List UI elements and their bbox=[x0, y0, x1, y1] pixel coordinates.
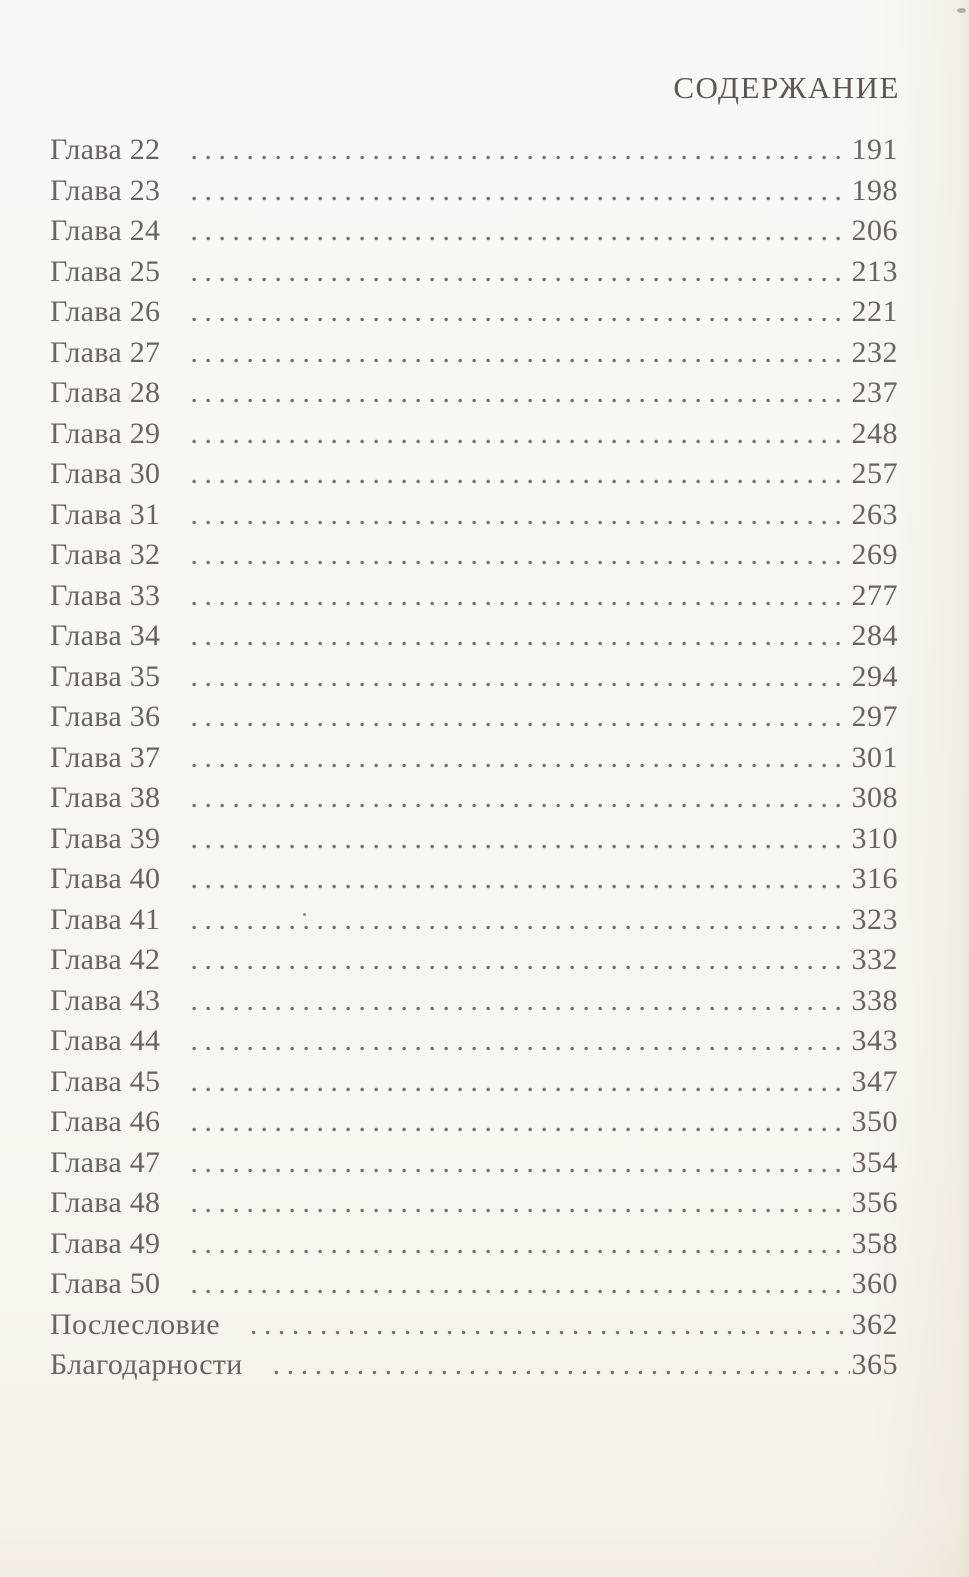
toc-entry-page: 269 bbox=[851, 538, 898, 571]
dot-leader bbox=[190, 1186, 849, 1220]
toc-entry-label: Глава 23 bbox=[50, 173, 161, 207]
toc-entry-page: 263 bbox=[851, 497, 898, 531]
toc-entry-label: Глава 36 bbox=[50, 700, 161, 733]
toc-entry-label: Глава 24 bbox=[50, 214, 161, 247]
scan-speck-corner bbox=[957, 8, 966, 13]
toc-entry-label: Благодарности bbox=[50, 1348, 243, 1381]
toc-row bbox=[50, 660, 898, 701]
toc-row bbox=[50, 214, 898, 255]
dot-leader bbox=[190, 862, 849, 896]
toc-entry-page: 323 bbox=[851, 902, 898, 936]
dot-leader bbox=[190, 741, 849, 775]
toc-row bbox=[50, 1105, 898, 1146]
dot-leader bbox=[190, 498, 849, 532]
toc-entry-label: Глава 35 bbox=[50, 659, 161, 693]
toc-entry-page: 343 bbox=[851, 1024, 898, 1057]
toc-entry-label: Глава 33 bbox=[50, 578, 161, 612]
dot-leader bbox=[190, 295, 849, 329]
dot-leader bbox=[190, 457, 849, 491]
dot-leader bbox=[190, 781, 849, 815]
toc-entry-page: 350 bbox=[851, 1105, 898, 1138]
toc-row bbox=[50, 862, 898, 903]
dot-leader bbox=[190, 1065, 849, 1099]
toc-entry-label: Глава 47 bbox=[50, 1145, 161, 1179]
toc-row bbox=[50, 781, 898, 822]
toc-list bbox=[50, 133, 898, 1389]
dot-leader bbox=[190, 1267, 849, 1301]
dot-leader bbox=[190, 174, 849, 208]
dot-leader bbox=[190, 822, 849, 856]
toc-entry-page: 294 bbox=[851, 659, 898, 693]
toc-entry-label: Глава 34 bbox=[50, 619, 161, 652]
dot-leader bbox=[190, 376, 849, 410]
toc-entry-page: 206 bbox=[851, 214, 898, 247]
toc-entry-page: 277 bbox=[851, 578, 898, 612]
dot-leader bbox=[190, 417, 849, 451]
toc-row bbox=[50, 1186, 898, 1227]
toc-entry-label: Глава 29 bbox=[50, 416, 161, 450]
toc-row bbox=[50, 336, 898, 377]
toc-entry-label: Послесловие bbox=[50, 1307, 220, 1341]
toc-entry-label: Глава 42 bbox=[50, 943, 161, 976]
toc-entry-label: Глава 49 bbox=[50, 1226, 161, 1260]
toc-row bbox=[50, 943, 898, 984]
toc-entry-label: Глава 40 bbox=[50, 862, 161, 895]
toc-entry-page: 360 bbox=[851, 1267, 898, 1300]
toc-entry-label: Глава 30 bbox=[50, 457, 161, 490]
toc-entry-page: 358 bbox=[851, 1226, 898, 1260]
toc-row bbox=[50, 174, 898, 215]
toc-row bbox=[50, 741, 898, 782]
toc-entry-page: 248 bbox=[851, 416, 898, 450]
toc-entry-label: Глава 39 bbox=[50, 821, 161, 855]
scan-speck-stray bbox=[303, 913, 306, 916]
toc-entry-page: 308 bbox=[851, 781, 898, 814]
toc-entry-page: 297 bbox=[851, 700, 898, 733]
toc-row bbox=[50, 1024, 898, 1065]
toc-row bbox=[50, 579, 898, 620]
toc-row bbox=[50, 255, 898, 296]
dot-leader bbox=[190, 1227, 849, 1261]
toc-entry-page: 347 bbox=[851, 1064, 898, 1098]
toc-entry-label: Глава 37 bbox=[50, 740, 161, 774]
toc-entry-page: 316 bbox=[851, 862, 898, 895]
toc-entry-label: Глава 50 bbox=[50, 1267, 161, 1300]
toc-entry-page: 338 bbox=[851, 983, 898, 1017]
toc-entry-page: 310 bbox=[851, 821, 898, 855]
toc-row bbox=[50, 903, 898, 944]
toc-row bbox=[50, 417, 898, 458]
toc-row bbox=[50, 1065, 898, 1106]
toc-row bbox=[50, 457, 898, 498]
toc-row bbox=[50, 538, 898, 579]
toc-row bbox=[50, 700, 898, 741]
toc-entry-label: Глава 25 bbox=[50, 254, 161, 288]
toc-row bbox=[50, 619, 898, 660]
toc-entry-label: Глава 32 bbox=[50, 538, 161, 571]
toc-row bbox=[50, 984, 898, 1025]
toc-row bbox=[50, 133, 898, 174]
dot-leader bbox=[190, 660, 849, 694]
toc-entry-page: 365 bbox=[851, 1348, 898, 1381]
toc-row bbox=[50, 1227, 898, 1268]
toc-entry-page: 221 bbox=[851, 295, 898, 328]
toc-row bbox=[50, 498, 898, 539]
dot-leader bbox=[190, 133, 849, 167]
dot-leader bbox=[190, 1105, 849, 1139]
dot-leader bbox=[190, 538, 849, 572]
toc-entry-page: 257 bbox=[851, 457, 898, 490]
toc-row bbox=[50, 1308, 898, 1349]
toc-entry-page: 191 bbox=[851, 133, 898, 166]
toc-row bbox=[50, 1267, 898, 1308]
dot-leader bbox=[250, 1308, 850, 1342]
toc-entry-page: 232 bbox=[851, 335, 898, 369]
toc-entry-label: Глава 22 bbox=[50, 133, 161, 166]
dot-leader bbox=[190, 700, 849, 734]
toc-entry-label: Глава 41 bbox=[50, 902, 161, 936]
dot-leader bbox=[190, 1024, 849, 1058]
dot-leader bbox=[190, 984, 849, 1018]
toc-entry-page: 237 bbox=[851, 376, 898, 409]
toc-entry-page: 354 bbox=[851, 1145, 898, 1179]
toc-row bbox=[50, 1146, 898, 1187]
dot-leader bbox=[190, 943, 849, 977]
dot-leader bbox=[190, 1146, 849, 1180]
toc-entry-label: Глава 44 bbox=[50, 1024, 161, 1057]
toc-entry-label: Глава 27 bbox=[50, 335, 161, 369]
toc-row bbox=[50, 1348, 898, 1389]
toc-entry-page: 362 bbox=[851, 1307, 898, 1341]
toc-entry-page: 301 bbox=[851, 740, 898, 774]
dot-leader bbox=[190, 336, 849, 370]
dot-leader bbox=[273, 1348, 850, 1382]
toc-entry-label: Глава 45 bbox=[50, 1064, 161, 1098]
dot-leader bbox=[190, 903, 849, 937]
toc-entry-label: Глава 26 bbox=[50, 295, 161, 328]
dot-leader bbox=[190, 214, 849, 248]
toc-row bbox=[50, 822, 898, 863]
page-title: СОДЕРЖАНИЕ bbox=[673, 70, 900, 105]
toc-entry-label: Глава 38 bbox=[50, 781, 161, 814]
toc-entry-label: Глава 28 bbox=[50, 376, 161, 409]
toc-entry-label: Глава 43 bbox=[50, 983, 161, 1017]
toc-entry-page: 284 bbox=[851, 619, 898, 652]
toc-entry-page: 356 bbox=[851, 1186, 898, 1219]
toc-entry-page: 198 bbox=[851, 173, 898, 207]
toc-entry-page: 213 bbox=[851, 254, 898, 288]
dot-leader bbox=[190, 619, 849, 653]
toc-row bbox=[50, 376, 898, 417]
toc-entry-label: Глава 48 bbox=[50, 1186, 161, 1219]
toc-entry-label: Глава 46 bbox=[50, 1105, 161, 1138]
toc-row bbox=[50, 295, 898, 336]
dot-leader bbox=[190, 255, 849, 289]
toc-entry-page: 332 bbox=[851, 943, 898, 976]
toc-entry-label: Глава 31 bbox=[50, 497, 161, 531]
dot-leader bbox=[190, 579, 849, 613]
